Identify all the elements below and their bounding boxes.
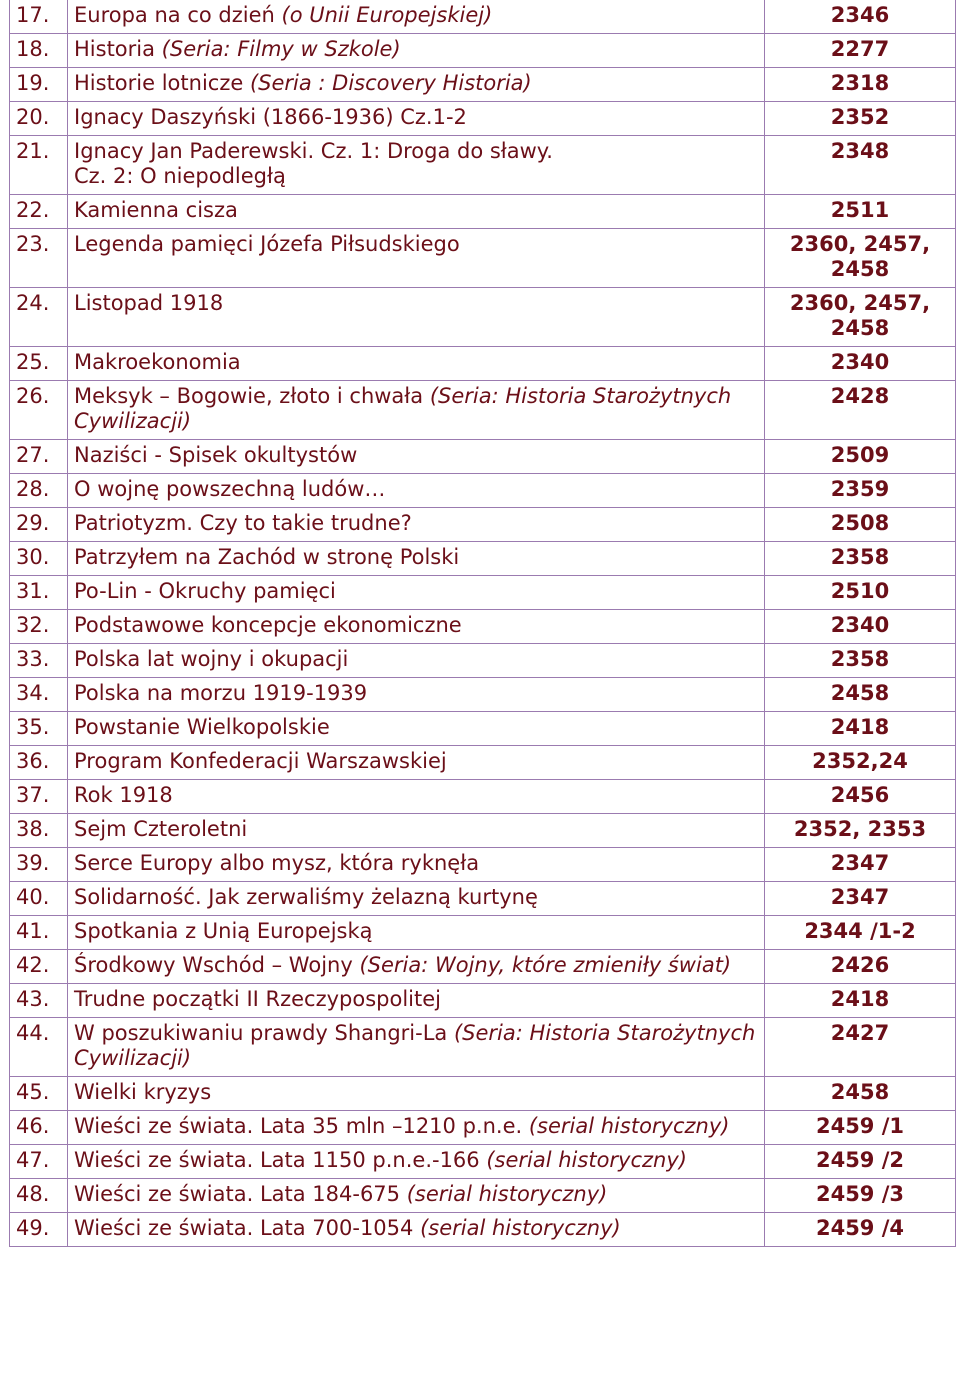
table-row [10, 916, 956, 950]
film-title-cell [68, 229, 765, 288]
film-series-note: (Seria: Filmy w Szkole) [161, 37, 401, 61]
film-title: Ignacy Daszyński (1866-1936) Cz.1-2 [74, 105, 467, 129]
film-title: Powstanie Wielkopolskie [74, 715, 330, 739]
row-number: 25. [10, 347, 68, 381]
film-title-cell [68, 1213, 765, 1247]
table-row [10, 68, 956, 102]
table-row [10, 746, 956, 780]
table-row [10, 195, 956, 229]
film-series-note: (Seria: Historia Starożytnych Cywilizacji) [74, 1021, 756, 1070]
catalog-code: 2277 [765, 34, 956, 68]
film-title-cell [68, 576, 765, 610]
table-row [10, 576, 956, 610]
row-number: 38. [10, 814, 68, 848]
film-title-cell [68, 780, 765, 814]
catalog-code: 2459 /1 [765, 1111, 956, 1145]
catalog-code: 2456 [765, 780, 956, 814]
film-series-note: (o Unii Europejskiej) [281, 3, 493, 27]
film-title-cell [68, 34, 765, 68]
row-number: 29. [10, 508, 68, 542]
table-row [10, 882, 956, 916]
film-title: Po-Lin - Okruchy pamięci [74, 579, 336, 603]
film-title: Program Konfederacji Warszawskiej [74, 749, 447, 773]
table-row [10, 814, 956, 848]
row-number: 21. [10, 136, 68, 195]
table-row [10, 848, 956, 882]
film-title-cell [68, 814, 765, 848]
film-title: Podstawowe koncepcje ekonomiczne [74, 613, 462, 637]
film-title: Legenda pamięci Józefa Piłsudskiego [74, 232, 460, 256]
catalog-code: 2426 [765, 950, 956, 984]
row-number: 18. [10, 34, 68, 68]
film-title-cell [68, 950, 765, 984]
row-number: 35. [10, 712, 68, 746]
film-title: Środkowy Wschód – Wojny [74, 953, 360, 977]
film-title-cell [68, 381, 765, 440]
film-title: Historia [74, 37, 162, 61]
catalog-code: 2340 [765, 610, 956, 644]
row-number: 24. [10, 288, 68, 347]
catalog-body [10, 0, 956, 1247]
table-row [10, 34, 956, 68]
catalog-code: 2458 [765, 1077, 956, 1111]
catalog-code: 2347 [765, 882, 956, 916]
film-title: Wieści ze świata. Lata 700-1054 [74, 1216, 421, 1240]
table-row [10, 440, 956, 474]
film-title-cell [68, 1018, 765, 1077]
catalog-code: 2509 [765, 440, 956, 474]
film-title: Wieści ze świata. Lata 35 mln –1210 p.n.e. [74, 1114, 529, 1138]
row-number: 22. [10, 195, 68, 229]
film-series-note: (Seria : Discovery Historia) [249, 71, 532, 95]
table-row [10, 1077, 956, 1111]
table-row [10, 102, 956, 136]
film-title: Rok 1918 [74, 783, 173, 807]
film-title-cell [68, 0, 765, 34]
film-series-note: (serial historyczny) [528, 1114, 730, 1138]
catalog-code: 2508 [765, 508, 956, 542]
catalog-code: 2510 [765, 576, 956, 610]
row-number: 44. [10, 1018, 68, 1077]
row-number: 30. [10, 542, 68, 576]
film-title-cell [68, 712, 765, 746]
catalog-code: 2352,24 [765, 746, 956, 780]
catalog-code: 2352, 2353 [765, 814, 956, 848]
film-title: Serce Europy albo mysz, która ryknęła [74, 851, 480, 875]
film-title: Listopad 1918 [74, 291, 224, 315]
film-title: Europa na co dzień [74, 3, 282, 27]
row-number: 32. [10, 610, 68, 644]
film-title: Kamienna cisza [74, 198, 238, 222]
film-title-cell [68, 1111, 765, 1145]
film-series-note: (serial historyczny) [420, 1216, 621, 1240]
film-title: Makroekonomia [74, 350, 241, 374]
film-title: Wielki kryzys [74, 1080, 212, 1104]
catalog-code: 2459 /2 [765, 1145, 956, 1179]
row-number: 34. [10, 678, 68, 712]
row-number: 23. [10, 229, 68, 288]
film-title-cell [68, 542, 765, 576]
film-title-cell [68, 68, 765, 102]
film-title: Naziści - Spisek okultystów [74, 443, 358, 467]
catalog-code: 2347 [765, 848, 956, 882]
table-row [10, 1179, 956, 1213]
film-title-cell [68, 746, 765, 780]
row-number: 28. [10, 474, 68, 508]
row-number: 33. [10, 644, 68, 678]
table-row [10, 0, 956, 34]
row-number: 40. [10, 882, 68, 916]
row-number: 47. [10, 1145, 68, 1179]
catalog-code: 2459 /4 [765, 1213, 956, 1247]
table-row [10, 347, 956, 381]
film-title: Trudne początki II Rzeczypospolitej [74, 987, 441, 1011]
film-title-cell [68, 474, 765, 508]
catalog-code: 2427 [765, 1018, 956, 1077]
row-number: 36. [10, 746, 68, 780]
catalog-code: 2348 [765, 136, 956, 195]
table-row [10, 1145, 956, 1179]
film-title-cell [68, 848, 765, 882]
row-number: 39. [10, 848, 68, 882]
film-title-cell [68, 916, 765, 950]
row-number: 45. [10, 1077, 68, 1111]
catalog-code: 2344 /1-2 [765, 916, 956, 950]
catalog-code: 2352 [765, 102, 956, 136]
film-title-cell [68, 644, 765, 678]
table-row [10, 229, 956, 288]
film-series-note: (serial historyczny) [486, 1148, 687, 1172]
film-title-cell [68, 347, 765, 381]
catalog-code: 2418 [765, 712, 956, 746]
table-row [10, 1111, 956, 1145]
film-title-cell [68, 984, 765, 1018]
film-title-cell [68, 1077, 765, 1111]
table-row [10, 712, 956, 746]
film-title-cell [68, 102, 765, 136]
film-title: Spotkania z Unią Europejską [74, 919, 373, 943]
film-title: O wojnę powszechną ludów… [74, 477, 386, 501]
film-title: Patrzyłem na Zachód w stronę Polski [74, 545, 460, 569]
film-title: Wieści ze świata. Lata 1150 p.n.e.-166 [74, 1148, 487, 1172]
film-catalog-table [9, 0, 956, 1247]
table-row [10, 136, 956, 195]
row-number: 41. [10, 916, 68, 950]
film-title: Wieści ze świata. Lata 184-675 [74, 1182, 407, 1206]
row-number: 19. [10, 68, 68, 102]
row-number: 31. [10, 576, 68, 610]
table-row [10, 950, 956, 984]
catalog-code: 2360, 2457, 2458 [765, 288, 956, 347]
film-title-cell [68, 288, 765, 347]
film-title: Polska lat wojny i okupacji [74, 647, 349, 671]
catalog-code: 2360, 2457, 2458 [765, 229, 956, 288]
film-title: Historie lotnicze [74, 71, 250, 95]
film-title-cell [68, 882, 765, 916]
catalog-code: 2358 [765, 542, 956, 576]
film-title-cell [68, 136, 765, 195]
table-row [10, 542, 956, 576]
film-title-cell [68, 678, 765, 712]
catalog-code: 2340 [765, 347, 956, 381]
table-row [10, 678, 956, 712]
table-row [10, 610, 956, 644]
catalog-code: 2418 [765, 984, 956, 1018]
table-row [10, 508, 956, 542]
row-number: 27. [10, 440, 68, 474]
row-number: 26. [10, 381, 68, 440]
film-title: W poszukiwaniu prawdy Shangri-La [74, 1021, 454, 1045]
row-number: 37. [10, 780, 68, 814]
table-row [10, 780, 956, 814]
table-row [10, 984, 956, 1018]
row-number: 20. [10, 102, 68, 136]
film-title-cell [68, 440, 765, 474]
catalog-code: 2346 [765, 0, 956, 34]
table-row [10, 1018, 956, 1077]
table-row [10, 1213, 956, 1247]
catalog-code: 2358 [765, 644, 956, 678]
catalog-code: 2511 [765, 195, 956, 229]
table-row [10, 288, 956, 347]
film-title-cell [68, 1145, 765, 1179]
film-title: Ignacy Jan Paderewski. Cz. 1: Droga do sławy. Cz. 2: O niepodległą [74, 139, 553, 188]
table-row [10, 474, 956, 508]
catalog-code: 2318 [765, 68, 956, 102]
table-row [10, 381, 956, 440]
catalog-code: 2359 [765, 474, 956, 508]
table-row [10, 644, 956, 678]
row-number: 43. [10, 984, 68, 1018]
film-title: Solidarność. Jak zerwaliśmy żelazną kurtynę [74, 885, 538, 909]
film-title: Polska na morzu 1919-1939 [74, 681, 368, 705]
row-number: 42. [10, 950, 68, 984]
row-number: 49. [10, 1213, 68, 1247]
film-title-cell [68, 195, 765, 229]
film-series-note: (serial historyczny) [406, 1182, 608, 1206]
film-title: Meksyk – Bogowie, złoto i chwała [74, 384, 430, 408]
film-series-note: (Seria: Wojny, które zmieniły świat) [359, 953, 732, 977]
row-number: 17. [10, 0, 68, 34]
catalog-code: 2428 [765, 381, 956, 440]
film-title: Sejm Czteroletni [74, 817, 248, 841]
film-title-cell [68, 1179, 765, 1213]
row-number: 46. [10, 1111, 68, 1145]
film-title-cell [68, 508, 765, 542]
film-series-note: (Seria: Historia Starożytnych Cywilizacji) [74, 384, 732, 433]
film-title: Patriotyzm. Czy to takie trudne? [74, 511, 412, 535]
catalog-code: 2459 /3 [765, 1179, 956, 1213]
film-title-cell [68, 610, 765, 644]
row-number: 48. [10, 1179, 68, 1213]
catalog-code: 2458 [765, 678, 956, 712]
